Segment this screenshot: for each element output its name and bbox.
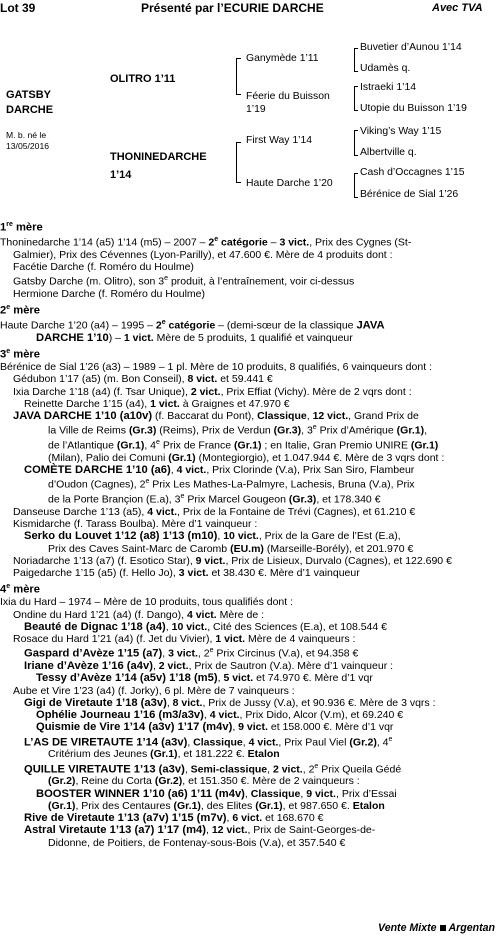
line-24: Paigedarche 1’15 (a5) (f. Hello Jo), 3 vict. et 38.430 €. Mère d’1 vainqueur <box>13 567 360 580</box>
line-18: de la Porte Brançion (E.a), 3e Prix Marcel Gougeon (Gr.3), et 178.340 € <box>48 493 381 506</box>
bracket-g3-0-bottom <box>354 71 358 72</box>
bracket-dam-bottom <box>236 182 241 183</box>
pedigree-gen3-2: Istraeki 1’14 <box>360 82 417 93</box>
line-12: JAVA DARCHE 1’10 (a10v) (f. Baccarat du Pont), Classique, 12 vict., Grand Prix de <box>13 410 419 423</box>
bracket-g3-0 <box>354 48 355 71</box>
pedigree-dam-line1: THONINEDARCHE <box>110 151 207 163</box>
pedigree-gen3-5: Albertville q. <box>360 147 417 158</box>
bracket-sire-bottom <box>236 94 241 95</box>
pedigree-gen3-6: Cash d’Occagnes 1’15 <box>360 167 465 178</box>
pedigree-gen2-1b: 1’19 <box>246 104 266 115</box>
line-07: DARCHE 1’10) – 1 vict. Mère de 5 produits, 1 qualifié et vainqueur <box>36 331 353 344</box>
section-second-dam: 2e mère <box>0 304 40 317</box>
section-first-dam: 1re mère <box>0 221 43 234</box>
bracket-g3-3 <box>354 173 355 197</box>
bracket-g3-3-bottom <box>354 197 358 198</box>
line-11: Reinette Darche 1’15 (a4), 1 vict. à Graignes et 47.970 € <box>24 397 290 410</box>
line-16: COMÈTE DARCHE 1’10 (a6), 4 vict., Prix Clorinde (V.a), Prix San Siro, Flambeur <box>24 464 415 477</box>
bracket-dam-top <box>236 142 241 143</box>
line-22: Prix des Caves Saint-Marc de Caromb (EU.m) (Marseille-Borély), et 201.970 € <box>48 542 414 555</box>
pedigree-gen3-3: Utopie du Buisson 1’19 <box>360 103 467 114</box>
line-29: Gaspard d’Avèze 1’15 (a7), 3 vict., 2e Prix Circinus (V.a), et 94.358 € <box>24 647 359 660</box>
line-38: QUILLE VIRETAUTE 1’13 (a3v), Semi-classique, 2 vict., 2e Prix Queila Gédé <box>24 762 402 776</box>
bracket-g3-1 <box>354 86 355 110</box>
line-27: Beauté de Dignac 1’18 (a4), 10 vict., Cité des Sciences (E.a), et 108.544 € <box>24 620 387 633</box>
line-08: Bérénice de Sial 1’26 (a3) – 1989 – 1 pl. Mère de 10 produits, 8 qualifiés, 6 vainqueurs dont : <box>0 361 432 374</box>
line-09: Gédubon 1’17 (a5) (m. Bon Conseil), 8 vict. et 59.441 € <box>13 373 273 386</box>
line-33: Gigi de Viretaute 1’18 (a3v), 8 vict., Prix de Jussy (V.a), et 90.936 €. Mère de 3 vqrs : <box>24 696 436 709</box>
horse-name-line1: GATSBY <box>6 89 52 101</box>
bracket-g3-3-top <box>354 173 358 174</box>
line-17: d’Oudon (Cagnes), 2e Prix Les Mathes-La-Palmyre, Lachesis, Bruna (V.a), Prix <box>48 478 415 491</box>
pedigree-gen2-3: Haute Darche 1’20 <box>246 178 333 189</box>
line-42: Rive de Viretaute 1’13 (a7v) 1’15 (m7v), 6 vict. et 168.670 € <box>24 812 324 825</box>
bracket-g3-2 <box>354 130 355 155</box>
footer-sale-name: Vente Mixte <box>378 922 437 934</box>
line-30: Iriane d’Avèze 1’16 (a4v), 2 vict., Prix de Sautron (V.a). Mère d’1 vainqueur : <box>24 660 394 673</box>
section-third-dam: 3e mère <box>0 348 40 361</box>
footer <box>378 922 495 934</box>
line-36: L’AS DE VIRETAUTE 1’14 (a3v), Classique, 4 vict., Prix Paul Viel (Gr.2), 4e <box>24 735 393 749</box>
line-13: la Ville de Reims (Gr.3) (Reims), Prix de Verdun (Gr.3), 3e Prix d’Amérique (Gr.1), <box>48 424 428 437</box>
horse-name-line2: DARCHE <box>6 104 54 116</box>
pedigree-gen3-1: Udamès q. <box>360 63 411 74</box>
line-01: Thoninedarche 1’14 (a5) 1’14 (m5) – 2007 – 2e catégorie – 3 vict., Prix des Cygnes (St- <box>0 235 412 249</box>
footer-location: Argentan <box>448 922 495 934</box>
line-39: (Gr.2), Reine du Corta (Gr.2), et 151.350 €. Mère de 2 vainqueurs : <box>48 775 360 788</box>
bracket-sire-top <box>236 58 241 59</box>
line-43: Astral Viretaute 1’13 (a7) 1’17 (m4), 12 vict., Prix de Saint-Georges-de- <box>24 824 376 837</box>
bracket-sire <box>236 58 237 94</box>
line-15: (Milan), Palio dei Comuni (Gr.1) (Montegiorgio), et 1.047.944 €. Mère de 3 vqrs dont : <box>48 451 445 464</box>
pedigree-gen2-2: First Way 1’14 <box>246 135 313 146</box>
line-34: Ophélie Journeau 1’16 (m3/a3v), 4 vict., Prix Dido, Alcor (V.m), et 69.240 € <box>36 709 404 722</box>
line-10: Ixia Darche 1’18 (a4) (f. Tsar Unique), 2 vict., Prix Effiat (Vichy). Mère de 2 vqrs dont : <box>13 385 412 398</box>
line-03: Facétie Darche (f. Roméro du Houlme) <box>13 260 194 273</box>
line-19: Danseuse Darche 1’13 (a5), 4 vict., Prix de la Fontaine de Trévi (Cagnes), et 61.210 € <box>13 505 416 518</box>
produce-record <box>0 219 499 849</box>
line-37: Critérium des Jeunes (Gr.1), et 181.222 €. Etalon <box>48 748 280 761</box>
bracket-g3-0-top <box>354 48 358 49</box>
line-02: Galmier), Prix des Cévennes (Lyon-Parilly), et 47.600 €. Mère de 4 produits dont : <box>13 248 393 261</box>
bracket-g3-1-bottom <box>354 110 358 111</box>
line-14: de l’Atlantique (Gr.1), 4e Prix de France (Gr.1) ; en Italie, Gran Premio UNIRE (Gr.1) <box>48 439 439 452</box>
horse-info-line2: 13/05/2016 <box>6 141 50 151</box>
line-23: Noriadarche 1’13 (a7) (f. Esotico Star), 9 vict., Prix de Lisieux, Durvalo (Cagnes), et 122.690 € <box>13 554 452 567</box>
line-25: Ixia du Hard – 1974 – Mère de 10 produits, tous qualifiés dont : <box>0 596 294 609</box>
bracket-g3-1-top <box>354 86 358 87</box>
pedigree-gen3-7: Bérénice de Sial 1’26 <box>360 189 459 200</box>
line-05: Hermione Darche (f. Roméro du Houlme) <box>13 287 205 300</box>
bracket-g3-2-bottom <box>354 155 358 156</box>
line-06: Haute Darche 1’20 (a4) – 1995 – 2e catégorie – (demi-sœur de la classique JAVA <box>0 319 385 332</box>
pedigree-dam-line2: 1’14 <box>110 169 132 181</box>
line-44: Didonne, de Poitiers, de Fontenay-sous-Bois (V.a), et 357.540 € <box>48 836 346 849</box>
pedigree-gen2-1: Féerie du Buisson <box>246 91 330 102</box>
line-40: BOOSTER WINNER 1’10 (a6) 1’11 (m4v), Classique, 9 vict., Prix d’Essai <box>36 787 397 800</box>
line-26: Ondine du Hard 1’21 (a4) (f. Dango), 4 vict. Mère de : <box>13 608 264 621</box>
line-04: Gatsby Darche (m. Olitro), son 3e produit, à l’entraînement, voir ci-dessus <box>13 275 355 288</box>
pedigree-gen3-4: Viking’s Way 1’15 <box>360 126 442 137</box>
line-28: Rosace du Hard 1’21 (a4) (f. Jet du Vivier), 1 vict. Mère de 4 vainqueurs : <box>13 633 356 646</box>
line-20: Kismidarche (f. Tarass Boulba). Mère d’1 vainqueur : <box>13 518 258 531</box>
pedigree-gen3-0: Buvetier d’Aunou 1’14 <box>360 42 462 53</box>
pedigree-gen2-0: Ganymède 1’11 <box>246 53 319 64</box>
line-21: Serko du Louvet 1’12 (a8) 1’13 (m10), 10 vict., Prix de la Gare de l’Est (E.a), <box>24 530 401 543</box>
pedigree-sire: OLITRO 1’11 <box>110 73 176 85</box>
vat-label: Avec TVA <box>432 2 483 14</box>
section-fourth-dam: 4e mère <box>0 583 40 597</box>
lot-number: Lot 39 <box>0 1 36 15</box>
line-32: Aube et Vire 1’23 (a4) (f. Jorky), 6 pl. Mère de 7 vainqueurs : <box>13 684 295 697</box>
line-41: (Gr.1), Prix des Centaures (Gr.1), des Elites (Gr.1), et 987.650 €. Etalon <box>48 799 385 812</box>
bracket-dam <box>236 142 237 182</box>
consignor-title: Présenté par l’ECURIE DARCHE <box>141 1 324 15</box>
line-31: Tessy d’Avèze 1’14 (a5v) 1’18 (m5), 5 vict. et 74.970 €. Mère d’1 vqr <box>36 672 373 685</box>
horse-info-line1: M. b. né le <box>6 130 47 140</box>
bracket-g3-2-top <box>354 130 358 131</box>
square-bullet-icon <box>440 925 446 931</box>
line-35: Quismie de Vire 1’14 (a3v) 1’17 (m4v), 9 vict. et 158.000 €. Mère d’1 vqr <box>36 721 394 734</box>
